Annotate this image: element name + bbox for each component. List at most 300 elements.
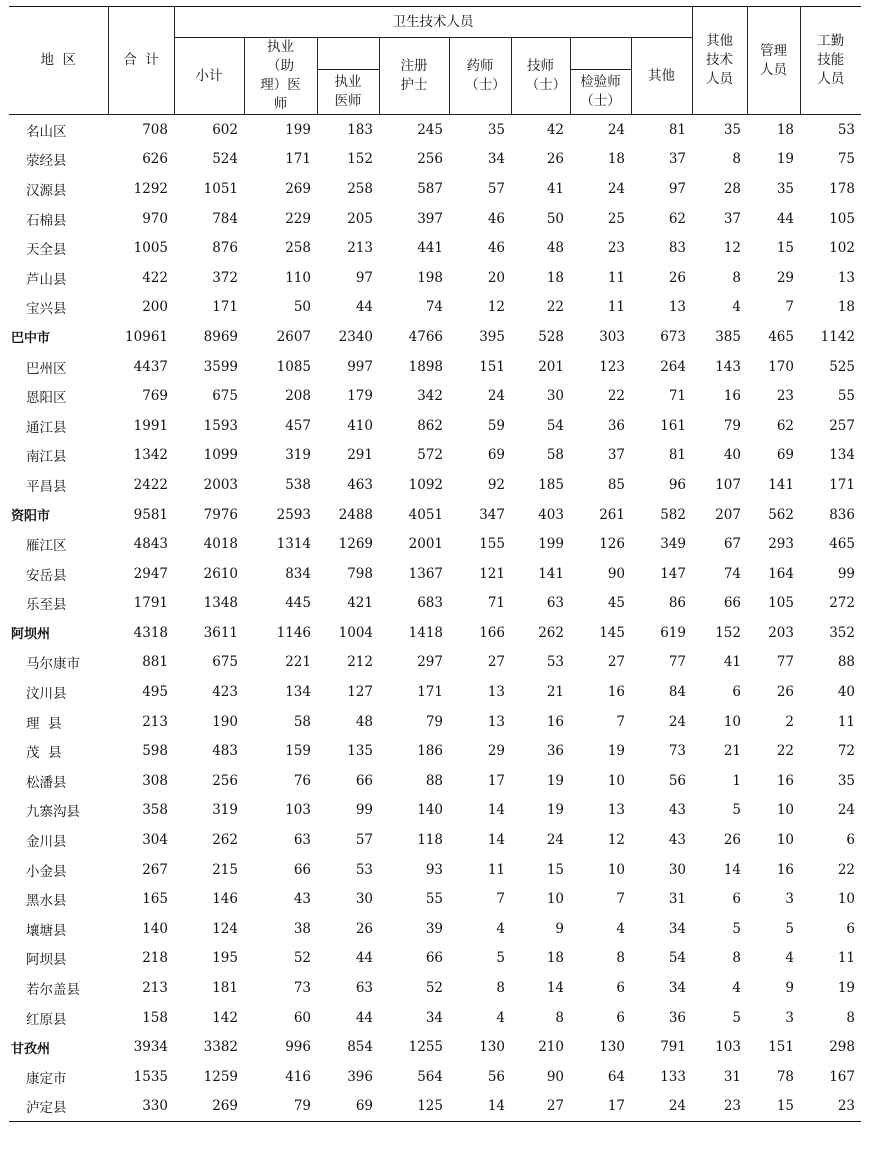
value-cell: 4437 bbox=[133, 358, 168, 375]
value-cell: 1092 bbox=[408, 476, 443, 493]
value-cell: 203 bbox=[768, 624, 794, 641]
value-cell: 16 bbox=[776, 772, 794, 789]
value-cell: 1342 bbox=[133, 447, 168, 464]
value-cell: 18 bbox=[776, 121, 794, 138]
value-cell: 410 bbox=[347, 417, 373, 434]
value-cell: 1535 bbox=[133, 1068, 168, 1085]
table-row bbox=[9, 855, 861, 885]
value-cell: 37 bbox=[668, 151, 686, 168]
value-cell: 465 bbox=[768, 328, 794, 345]
value-cell: 262 bbox=[538, 624, 564, 641]
header-registered-nurse: 注册护士 bbox=[379, 38, 449, 115]
value-cell: 36 bbox=[668, 1009, 686, 1026]
value-cell: 21 bbox=[546, 684, 564, 701]
region-name-cell: 若尔盖县 bbox=[26, 982, 80, 999]
value-cell: 36 bbox=[607, 417, 625, 434]
value-cell: 185 bbox=[538, 476, 564, 493]
region-name-cell: 乐至县 bbox=[26, 597, 67, 614]
value-cell: 10 bbox=[776, 832, 794, 849]
value-cell: 8 bbox=[496, 980, 505, 997]
table-row bbox=[9, 707, 861, 737]
value-cell: 183 bbox=[347, 121, 373, 138]
value-cell: 10 bbox=[723, 713, 741, 730]
value-cell: 28 bbox=[723, 180, 741, 197]
value-cell: 66 bbox=[293, 861, 311, 878]
value-cell: 970 bbox=[142, 210, 168, 227]
value-cell: 165 bbox=[142, 891, 168, 908]
value-cell: 572 bbox=[417, 447, 443, 464]
value-cell: 298 bbox=[829, 1039, 855, 1056]
value-cell: 19 bbox=[837, 980, 855, 997]
value-cell: 1991 bbox=[133, 417, 168, 434]
value-cell: 769 bbox=[142, 388, 168, 405]
value-cell: 50 bbox=[293, 299, 311, 316]
value-cell: 5 bbox=[785, 920, 794, 937]
value-cell: 16 bbox=[776, 861, 794, 878]
value-cell: 1269 bbox=[338, 536, 373, 553]
value-cell: 257 bbox=[829, 417, 855, 434]
value-cell: 996 bbox=[285, 1039, 311, 1056]
value-cell: 97 bbox=[355, 269, 373, 286]
value-cell: 1898 bbox=[408, 358, 443, 375]
value-cell: 18 bbox=[546, 269, 564, 286]
value-cell: 88 bbox=[837, 654, 855, 671]
value-cell: 90 bbox=[546, 1068, 564, 1085]
value-cell: 198 bbox=[417, 269, 443, 286]
value-cell: 199 bbox=[285, 121, 311, 138]
value-cell: 31 bbox=[723, 1068, 741, 1085]
value-cell: 261 bbox=[599, 506, 625, 523]
value-cell: 9 bbox=[785, 980, 794, 997]
value-cell: 2340 bbox=[338, 328, 373, 345]
value-cell: 171 bbox=[417, 684, 443, 701]
value-cell: 79 bbox=[425, 713, 443, 730]
region-name-cell: 壤塘县 bbox=[26, 922, 67, 939]
value-cell: 130 bbox=[599, 1039, 625, 1056]
region-name-cell: 理 县 bbox=[26, 715, 62, 732]
value-cell: 140 bbox=[142, 920, 168, 937]
value-cell: 24 bbox=[546, 832, 564, 849]
value-cell: 133 bbox=[660, 1068, 686, 1085]
value-cell: 2003 bbox=[203, 476, 238, 493]
value-cell: 81 bbox=[668, 447, 686, 464]
value-cell: 1 bbox=[732, 772, 741, 789]
value-cell: 12 bbox=[607, 832, 625, 849]
value-cell: 17 bbox=[607, 1098, 625, 1115]
value-cell: 1418 bbox=[408, 624, 443, 641]
table-row-prefecture bbox=[9, 618, 861, 648]
value-cell: 171 bbox=[285, 151, 311, 168]
value-cell: 73 bbox=[668, 743, 686, 760]
value-cell: 159 bbox=[285, 743, 311, 760]
value-cell: 205 bbox=[347, 210, 373, 227]
table-row bbox=[9, 648, 861, 678]
value-cell: 125 bbox=[417, 1098, 443, 1115]
header-logistics: 工勤技能人员 bbox=[800, 7, 861, 115]
value-cell: 35 bbox=[837, 772, 855, 789]
value-cell: 29 bbox=[487, 743, 505, 760]
value-cell: 63 bbox=[355, 980, 373, 997]
value-cell: 166 bbox=[479, 624, 505, 641]
region-name-cell: 巴州区 bbox=[26, 360, 67, 377]
value-cell: 2 bbox=[785, 713, 794, 730]
value-cell: 256 bbox=[212, 772, 238, 789]
value-cell: 105 bbox=[768, 595, 794, 612]
value-cell: 118 bbox=[417, 832, 443, 849]
region-name-cell: 小金县 bbox=[26, 863, 67, 880]
value-cell: 69 bbox=[355, 1098, 373, 1115]
value-cell: 167 bbox=[829, 1068, 855, 1085]
value-cell: 45 bbox=[607, 595, 625, 612]
header-technician: 技师（士） bbox=[511, 38, 570, 115]
value-cell: 140 bbox=[417, 802, 443, 819]
table-row bbox=[9, 1003, 861, 1033]
value-cell: 73 bbox=[293, 980, 311, 997]
table-row bbox=[9, 174, 861, 204]
value-cell: 121 bbox=[479, 565, 505, 582]
value-cell: 403 bbox=[538, 506, 564, 523]
value-cell: 330 bbox=[142, 1098, 168, 1115]
value-cell: 146 bbox=[212, 891, 238, 908]
value-cell: 11 bbox=[837, 950, 855, 967]
value-cell: 48 bbox=[355, 713, 373, 730]
value-cell: 24 bbox=[607, 121, 625, 138]
value-cell: 269 bbox=[285, 180, 311, 197]
value-cell: 71 bbox=[668, 388, 686, 405]
value-cell: 11 bbox=[487, 861, 505, 878]
value-cell: 213 bbox=[142, 980, 168, 997]
value-cell: 170 bbox=[768, 358, 794, 375]
value-cell: 6 bbox=[616, 1009, 625, 1026]
table-row bbox=[9, 1062, 861, 1092]
region-name-cell: 黑水县 bbox=[26, 893, 67, 910]
value-cell: 134 bbox=[285, 684, 311, 701]
value-cell: 441 bbox=[417, 240, 443, 257]
table-row bbox=[9, 796, 861, 826]
region-name-cell: 荥经县 bbox=[26, 153, 67, 170]
value-cell: 92 bbox=[487, 476, 505, 493]
header-pharmacist: 药师（士） bbox=[449, 38, 511, 115]
value-cell: 25 bbox=[607, 210, 625, 227]
value-cell: 269 bbox=[212, 1098, 238, 1115]
value-cell: 13 bbox=[668, 299, 686, 316]
value-cell: 40 bbox=[837, 684, 855, 701]
value-cell: 9 bbox=[555, 920, 564, 937]
region-name-cell: 恩阳区 bbox=[26, 390, 67, 407]
value-cell: 77 bbox=[668, 654, 686, 671]
value-cell: 1255 bbox=[408, 1039, 443, 1056]
value-cell: 495 bbox=[142, 684, 168, 701]
value-cell: 96 bbox=[668, 476, 686, 493]
value-cell: 18 bbox=[607, 151, 625, 168]
value-cell: 3382 bbox=[203, 1039, 238, 1056]
value-cell: 38 bbox=[293, 920, 311, 937]
value-cell: 195 bbox=[212, 950, 238, 967]
value-cell: 258 bbox=[347, 180, 373, 197]
value-cell: 24 bbox=[607, 180, 625, 197]
table-row-prefecture bbox=[9, 322, 861, 352]
value-cell: 44 bbox=[776, 210, 794, 227]
value-cell: 26 bbox=[546, 151, 564, 168]
value-cell: 69 bbox=[487, 447, 505, 464]
value-cell: 397 bbox=[417, 210, 443, 227]
value-cell: 385 bbox=[715, 328, 741, 345]
value-cell: 78 bbox=[776, 1068, 794, 1085]
value-cell: 215 bbox=[212, 861, 238, 878]
value-cell: 791 bbox=[660, 1039, 686, 1056]
value-cell: 562 bbox=[768, 506, 794, 523]
value-cell: 14 bbox=[487, 832, 505, 849]
value-cell: 34 bbox=[425, 1009, 443, 1026]
value-cell: 421 bbox=[347, 595, 373, 612]
value-cell: 264 bbox=[660, 358, 686, 375]
value-cell: 564 bbox=[417, 1068, 443, 1085]
header-other: 其他 bbox=[631, 38, 692, 115]
value-cell: 5 bbox=[732, 920, 741, 937]
table-row bbox=[9, 825, 861, 855]
value-cell: 218 bbox=[142, 950, 168, 967]
table-row bbox=[9, 470, 861, 500]
value-cell: 52 bbox=[425, 980, 443, 997]
value-cell: 303 bbox=[599, 328, 625, 345]
value-cell: 102 bbox=[829, 240, 855, 257]
value-cell: 151 bbox=[479, 358, 505, 375]
value-cell: 1005 bbox=[133, 240, 168, 257]
value-cell: 395 bbox=[479, 328, 505, 345]
value-cell: 186 bbox=[417, 743, 443, 760]
value-cell: 40 bbox=[723, 447, 741, 464]
header-management: 管理人员 bbox=[747, 7, 800, 115]
value-cell: 423 bbox=[212, 684, 238, 701]
value-cell: 178 bbox=[829, 180, 855, 197]
value-cell: 836 bbox=[829, 506, 855, 523]
value-cell: 43 bbox=[293, 891, 311, 908]
value-cell: 798 bbox=[347, 565, 373, 582]
value-cell: 99 bbox=[837, 565, 855, 582]
value-cell: 103 bbox=[715, 1039, 741, 1056]
value-cell: 21 bbox=[723, 743, 741, 760]
value-cell: 4 bbox=[616, 920, 625, 937]
header-subtotal: 小计 bbox=[174, 38, 244, 115]
value-cell: 11 bbox=[607, 269, 625, 286]
value-cell: 319 bbox=[285, 447, 311, 464]
value-cell: 16 bbox=[546, 713, 564, 730]
value-cell: 4 bbox=[785, 950, 794, 967]
value-cell: 272 bbox=[829, 595, 855, 612]
value-cell: 7 bbox=[616, 891, 625, 908]
value-cell: 37 bbox=[607, 447, 625, 464]
value-cell: 88 bbox=[425, 772, 443, 789]
value-cell: 2607 bbox=[276, 328, 311, 345]
value-cell: 465 bbox=[829, 536, 855, 553]
value-cell: 3 bbox=[785, 891, 794, 908]
value-cell: 19 bbox=[546, 802, 564, 819]
value-cell: 8969 bbox=[203, 328, 238, 345]
value-cell: 15 bbox=[776, 240, 794, 257]
value-cell: 84 bbox=[668, 684, 686, 701]
table-row bbox=[9, 441, 861, 471]
value-cell: 19 bbox=[776, 151, 794, 168]
table-row bbox=[9, 1092, 861, 1122]
value-cell: 56 bbox=[487, 1068, 505, 1085]
value-cell: 1051 bbox=[203, 180, 238, 197]
value-cell: 208 bbox=[285, 388, 311, 405]
value-cell: 1314 bbox=[276, 536, 311, 553]
region-name-cell: 九寨沟县 bbox=[26, 804, 80, 821]
value-cell: 4051 bbox=[408, 506, 443, 523]
value-cell: 528 bbox=[538, 328, 564, 345]
value-cell: 308 bbox=[142, 772, 168, 789]
value-cell: 34 bbox=[668, 920, 686, 937]
value-cell: 44 bbox=[355, 950, 373, 967]
value-cell: 6 bbox=[846, 832, 855, 849]
value-cell: 258 bbox=[285, 240, 311, 257]
value-cell: 673 bbox=[660, 328, 686, 345]
value-cell: 834 bbox=[285, 565, 311, 582]
region-name-cell: 松潘县 bbox=[26, 774, 67, 791]
value-cell: 13 bbox=[487, 713, 505, 730]
header-region: 地 区 bbox=[9, 7, 108, 115]
value-cell: 524 bbox=[212, 151, 238, 168]
header-health-tech: 卫生技术人员 bbox=[174, 7, 692, 38]
value-cell: 201 bbox=[538, 358, 564, 375]
value-cell: 6 bbox=[732, 684, 741, 701]
value-cell: 24 bbox=[837, 802, 855, 819]
value-cell: 319 bbox=[212, 802, 238, 819]
table-row bbox=[9, 766, 861, 796]
value-cell: 155 bbox=[479, 536, 505, 553]
header-practicing-physician: 执业医师 bbox=[317, 69, 379, 114]
value-cell: 59 bbox=[487, 417, 505, 434]
value-cell: 2001 bbox=[408, 536, 443, 553]
value-cell: 8 bbox=[555, 1009, 564, 1026]
value-cell: 352 bbox=[829, 624, 855, 641]
value-cell: 141 bbox=[538, 565, 564, 582]
value-cell: 22 bbox=[607, 388, 625, 405]
value-cell: 3 bbox=[785, 1009, 794, 1026]
value-cell: 1099 bbox=[203, 447, 238, 464]
value-cell: 675 bbox=[212, 654, 238, 671]
value-cell: 997 bbox=[347, 358, 373, 375]
value-cell: 10 bbox=[607, 861, 625, 878]
value-cell: 30 bbox=[355, 891, 373, 908]
value-cell: 81 bbox=[668, 121, 686, 138]
value-cell: 199 bbox=[538, 536, 564, 553]
value-cell: 60 bbox=[293, 1009, 311, 1026]
value-cell: 9581 bbox=[133, 506, 168, 523]
value-cell: 525 bbox=[829, 358, 855, 375]
value-cell: 105 bbox=[829, 210, 855, 227]
value-cell: 422 bbox=[142, 269, 168, 286]
value-cell: 127 bbox=[347, 684, 373, 701]
header-lab-technician: 检验师（士） bbox=[570, 69, 631, 114]
region-name-cell: 资阳市 bbox=[11, 509, 51, 525]
table-row bbox=[9, 411, 861, 441]
value-cell: 4018 bbox=[203, 536, 238, 553]
value-cell: 256 bbox=[417, 151, 443, 168]
value-cell: 126 bbox=[599, 536, 625, 553]
value-cell: 63 bbox=[546, 595, 564, 612]
value-cell: 587 bbox=[417, 180, 443, 197]
value-cell: 14 bbox=[723, 861, 741, 878]
value-cell: 457 bbox=[285, 417, 311, 434]
region-name-cell: 康定市 bbox=[26, 1070, 67, 1087]
value-cell: 11 bbox=[607, 299, 625, 316]
value-cell: 304 bbox=[142, 832, 168, 849]
value-cell: 19 bbox=[607, 743, 625, 760]
value-cell: 179 bbox=[347, 388, 373, 405]
value-cell: 5 bbox=[496, 950, 505, 967]
value-cell: 46 bbox=[487, 240, 505, 257]
value-cell: 62 bbox=[776, 417, 794, 434]
health-staff-table bbox=[9, 6, 861, 1122]
value-cell: 445 bbox=[285, 595, 311, 612]
header-other-tech: 其他技术人员 bbox=[692, 7, 747, 115]
region-name-cell: 甘孜州 bbox=[11, 1041, 51, 1057]
value-cell: 8 bbox=[616, 950, 625, 967]
value-cell: 123 bbox=[599, 358, 625, 375]
value-cell: 145 bbox=[599, 624, 625, 641]
value-cell: 291 bbox=[347, 447, 373, 464]
value-cell: 2593 bbox=[276, 506, 311, 523]
value-cell: 463 bbox=[347, 476, 373, 493]
value-cell: 6 bbox=[846, 920, 855, 937]
value-cell: 58 bbox=[293, 713, 311, 730]
value-cell: 13 bbox=[487, 684, 505, 701]
value-cell: 881 bbox=[142, 654, 168, 671]
value-cell: 221 bbox=[285, 654, 311, 671]
value-cell: 4 bbox=[496, 1009, 505, 1026]
value-cell: 30 bbox=[668, 861, 686, 878]
table-row bbox=[9, 233, 861, 263]
value-cell: 27 bbox=[487, 654, 505, 671]
value-cell: 6 bbox=[732, 891, 741, 908]
value-cell: 35 bbox=[487, 121, 505, 138]
value-cell: 207 bbox=[715, 506, 741, 523]
region-name-cell: 金川县 bbox=[26, 834, 67, 851]
value-cell: 16 bbox=[723, 388, 741, 405]
value-cell: 24 bbox=[668, 713, 686, 730]
value-cell: 245 bbox=[417, 121, 443, 138]
value-cell: 63 bbox=[293, 832, 311, 849]
value-cell: 56 bbox=[668, 772, 686, 789]
value-cell: 24 bbox=[668, 1098, 686, 1115]
value-cell: 53 bbox=[546, 654, 564, 671]
value-cell: 5 bbox=[732, 802, 741, 819]
value-cell: 17 bbox=[487, 772, 505, 789]
header-practicing-assist-physician: 执业（助理）医师 bbox=[244, 38, 317, 115]
value-cell: 7976 bbox=[203, 506, 238, 523]
value-cell: 23 bbox=[776, 388, 794, 405]
value-cell: 147 bbox=[660, 565, 686, 582]
value-cell: 619 bbox=[660, 624, 686, 641]
value-cell: 143 bbox=[715, 358, 741, 375]
table-row bbox=[9, 914, 861, 944]
value-cell: 1085 bbox=[276, 358, 311, 375]
value-cell: 626 bbox=[142, 151, 168, 168]
value-cell: 23 bbox=[837, 1098, 855, 1115]
value-cell: 598 bbox=[142, 743, 168, 760]
value-cell: 171 bbox=[212, 299, 238, 316]
region-name-cell: 红原县 bbox=[26, 1011, 67, 1028]
region-name-cell: 安岳县 bbox=[26, 567, 67, 584]
value-cell: 48 bbox=[546, 240, 564, 257]
value-cell: 1259 bbox=[203, 1068, 238, 1085]
value-cell: 416 bbox=[285, 1068, 311, 1085]
value-cell: 190 bbox=[212, 713, 238, 730]
value-cell: 71 bbox=[487, 595, 505, 612]
value-cell: 181 bbox=[212, 980, 238, 997]
